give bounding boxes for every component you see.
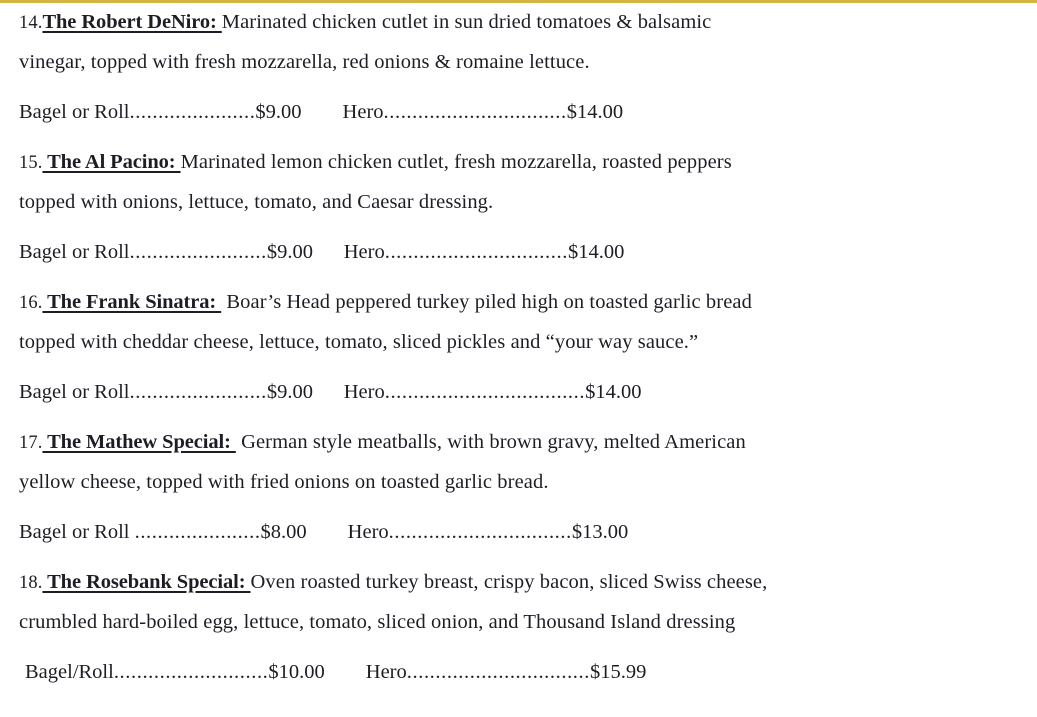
menu-item-17-number: 17. — [19, 433, 43, 453]
price-label-bagel-roll-14: Bagel or Roll — [19, 101, 130, 123]
menu-item-14-desc-1: Marinated chicken cutlet in sun dried tomatoes & balsamic — [221, 11, 712, 33]
menu-item-17-name: The Mathew Special: — [42, 431, 236, 453]
menu-item-15-line-1 — [19, 143, 1037, 183]
price-value-bagel-roll-18: $10.00 — [268, 661, 325, 683]
menu-item-17-prices — [19, 513, 1037, 552]
menu-item-16 — [19, 283, 1037, 412]
menu-item-14-name: The Robert DeNiro: — [42, 11, 222, 33]
dot-leader-16-b: ................................... — [384, 381, 586, 403]
price-label-hero-16: Hero — [343, 381, 385, 403]
menu-item-18-name: The Rosebank Special: — [42, 571, 251, 593]
menu-item-15 — [19, 143, 1037, 272]
price-value-hero-16: $14.00 — [585, 381, 642, 403]
menu-item-15-name: The Al Pacino: — [42, 151, 181, 173]
price-value-hero-17: $13.00 — [571, 521, 629, 543]
dot-leader-17-a: ...................... — [134, 521, 261, 543]
price-gap-15 — [313, 233, 344, 272]
price-gap-18 — [325, 653, 366, 692]
menu-item-14-desc-2: vinegar, topped with fresh mozzarella, red onions & romaine lettuce. — [19, 51, 590, 73]
menu-item-15-line-2 — [19, 183, 1037, 222]
menu-item-16-desc-2: topped with cheddar cheese, lettuce, tomato, sliced pickles and “your way sauce.” — [19, 331, 699, 353]
menu-item-15-desc-2: topped with onions, lettuce, tomato, and Caesar dressing. — [19, 191, 494, 213]
price-value-bagel-roll-14: $9.00 — [255, 101, 302, 123]
price-value-hero-14: $14.00 — [566, 101, 624, 123]
dot-leader-15-b: ................................ — [384, 241, 568, 263]
price-label-hero-17: Hero — [347, 521, 389, 543]
menu-page — [0, 3, 1037, 703]
price-label-hero-18: Hero — [365, 661, 407, 683]
price-value-hero-15: $14.00 — [567, 241, 625, 263]
price-label-bagel-roll-16: Bagel or Roll — [19, 381, 130, 403]
menu-item-17-desc-1: German style meatballs, with brown gravy, melted American — [235, 431, 746, 453]
dot-leader-17-b: ................................ — [388, 521, 572, 543]
price-gap-17 — [307, 513, 348, 552]
dot-leader-14-a: ...................... — [129, 101, 256, 123]
price-value-hero-18: $15.99 — [589, 661, 647, 683]
menu-item-18-desc-2: crumbled hard-boiled egg, lettuce, tomato, sliced onion, and Thousand Island dressing — [19, 611, 736, 633]
menu-item-15-prices — [19, 233, 1037, 272]
menu-item-14-number: 14. — [19, 13, 43, 33]
menu-item-17 — [19, 423, 1037, 552]
menu-item-18-desc-1: Oven roasted turkey breast, crispy bacon, sliced Swiss cheese, — [250, 571, 768, 593]
menu-item-16-name: The Frank Sinatra: — [42, 291, 222, 313]
dot-leader-18-b: ................................ — [406, 661, 590, 683]
menu-item-17-desc-2: yellow cheese, topped with fried onions on toasted garlic bread. — [19, 471, 549, 493]
price-label-hero-15: Hero — [343, 241, 385, 263]
menu-item-15-number: 15. — [19, 153, 43, 173]
price-gap-16 — [313, 373, 344, 412]
menu-item-18 — [19, 563, 1037, 692]
dot-leader-14-b: ................................ — [383, 101, 567, 123]
menu-item-16-number: 16. — [19, 293, 43, 313]
price-gap-14 — [302, 93, 343, 132]
price-value-bagel-roll-15: $9.00 — [266, 241, 313, 263]
price-label-bagel-roll-15: Bagel or Roll — [19, 241, 130, 263]
price-label-bagel-roll-18: Bagel/Roll — [25, 661, 114, 683]
menu-item-14-line-1 — [19, 3, 1037, 43]
menu-item-18-line-2 — [19, 603, 1037, 642]
menu-item-18-prices — [19, 653, 1037, 692]
menu-item-18-number: 18. — [19, 573, 43, 593]
menu-item-16-line-2 — [19, 323, 1037, 362]
menu-item-14-line-2 — [19, 43, 1037, 82]
menu-item-16-prices — [19, 373, 1037, 412]
price-label-bagel-roll-17: Bagel or Roll — [19, 521, 135, 543]
menu-item-15-desc-1: Marinated lemon chicken cutlet, fresh mozzarella, roasted peppers — [180, 151, 732, 173]
menu-item-17-line-1 — [19, 423, 1037, 463]
menu-item-18-line-1 — [19, 563, 1037, 603]
price-label-hero-14: Hero — [342, 101, 384, 123]
menu-item-14 — [19, 3, 1037, 132]
dot-leader-16-a: ........................ — [129, 381, 267, 403]
menu-item-16-line-1 — [19, 283, 1037, 323]
menu-item-14-prices — [19, 93, 1037, 132]
dot-leader-18-a: ........................... — [113, 661, 269, 683]
dot-leader-15-a: ........................ — [129, 241, 267, 263]
price-value-bagel-roll-17: $8.00 — [260, 521, 307, 543]
menu-item-17-line-2 — [19, 463, 1037, 502]
menu-item-16-desc-1: Boar’s Head peppered turkey piled high on toasted garlic bread — [221, 291, 752, 313]
price-value-bagel-roll-16: $9.00 — [266, 381, 313, 403]
